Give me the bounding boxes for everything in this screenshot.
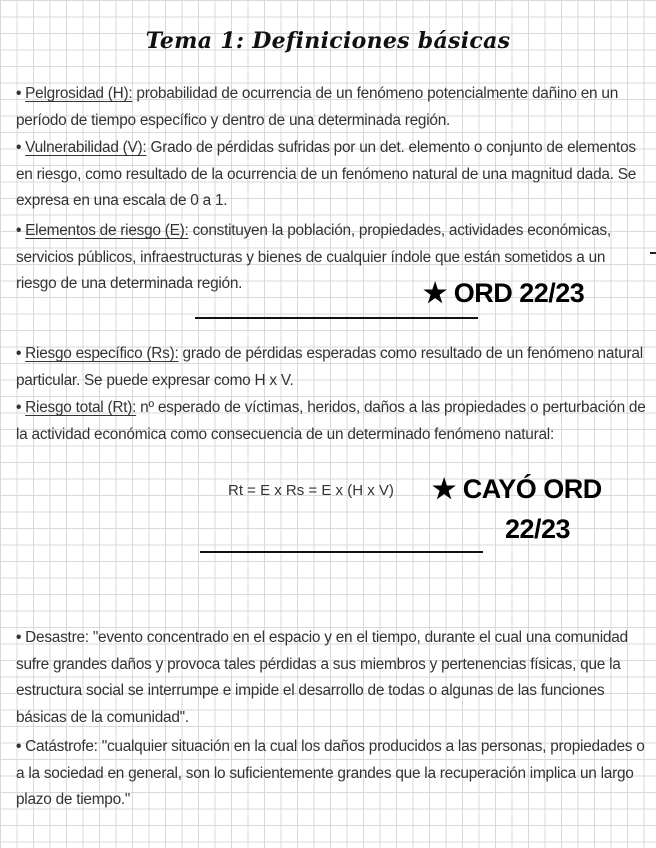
definition-term: Vulnerabilidad (V): (25, 139, 147, 156)
definition-term: Desastre: (25, 629, 89, 646)
definition-riesgo-total (16, 395, 648, 448)
divider-line (200, 551, 483, 553)
bullet: • (16, 629, 22, 646)
definition-text: Grado de pérdidas sufridas por un det. elemento o conjunto de elementos en riesgo, como resultado de la ocurrencia de un fenómeno natural de una magnitud dada. Se expresa en una escala de 0 a 1. (16, 139, 637, 210)
divider-line (195, 317, 478, 319)
definition-term: Catástrofe: (25, 738, 98, 755)
definition-text: "evento concentrado en el espacio y en el tiempo, durante el cual una comunidad sufre grandes daños y provoca tales pérdidas a sus miembros y pertenencias físicas, que la estructura social se interrumpe e impide el desarrollo de todas o algunas de las funciones básicas de la comunidad". (16, 629, 628, 726)
bullet: • (16, 345, 22, 362)
bullet: • (16, 738, 22, 755)
page-title: Tema 1: Definiciones básicas (145, 28, 511, 54)
bullet: • (16, 222, 22, 239)
note-cayo-year: 22/23 (505, 514, 571, 544)
definition-catastrofe (16, 734, 648, 814)
definition-text: nº esperado de víctimas, heridos, daños a las propiedades o perturbación de la actividad económica como consecuencia de un determinado fenómeno natural: (16, 399, 646, 443)
edge-tick-mark (650, 252, 656, 254)
definition-text: probabilidad de ocurrencia de un fenómeno potencialmente dañino en un período de tiempo específico y dentro de una determinada región. (16, 85, 619, 129)
bullet: • (16, 139, 22, 156)
definition-riesgo-especifico (16, 341, 648, 394)
definition-term: Riesgo total (Rt): (25, 399, 137, 416)
definition-term: Elementos de riesgo (E): (25, 222, 189, 239)
note-cayo-ord: ★ CAYÓ ORD (432, 474, 602, 504)
definition-text: grado de pérdidas esperadas como resultado de un fenómeno natural particular. Se puede expresar como H x V. (16, 345, 643, 389)
bullet: • (16, 399, 22, 416)
risk-formula: Rt = E x Rs = E x (H x V) (228, 482, 394, 499)
definition-vulnerabilidad (16, 135, 648, 215)
note-ord-22-23: ★ ORD 22/23 (423, 278, 585, 308)
definition-peligrosidad (16, 81, 648, 134)
definition-term: Pelgrosidad (H): (25, 85, 133, 102)
bullet: • (16, 85, 22, 102)
definition-term: Riesgo específico (Rs): (25, 345, 179, 362)
definition-desastre (16, 625, 648, 731)
definition-text: "cualquier situación en la cual los daños producidos a las personas, propiedades o a la sociedad en general, son lo suficientemente grandes que la recuperación implica un largo plazo de tiempo." (16, 738, 645, 809)
definition-text: constituyen la población, propiedades, actividades económicas, servicios públicos, infraestructuras y bienes de cualquier índole que están sometidos a un riesgo de una determinada región. (16, 222, 611, 293)
